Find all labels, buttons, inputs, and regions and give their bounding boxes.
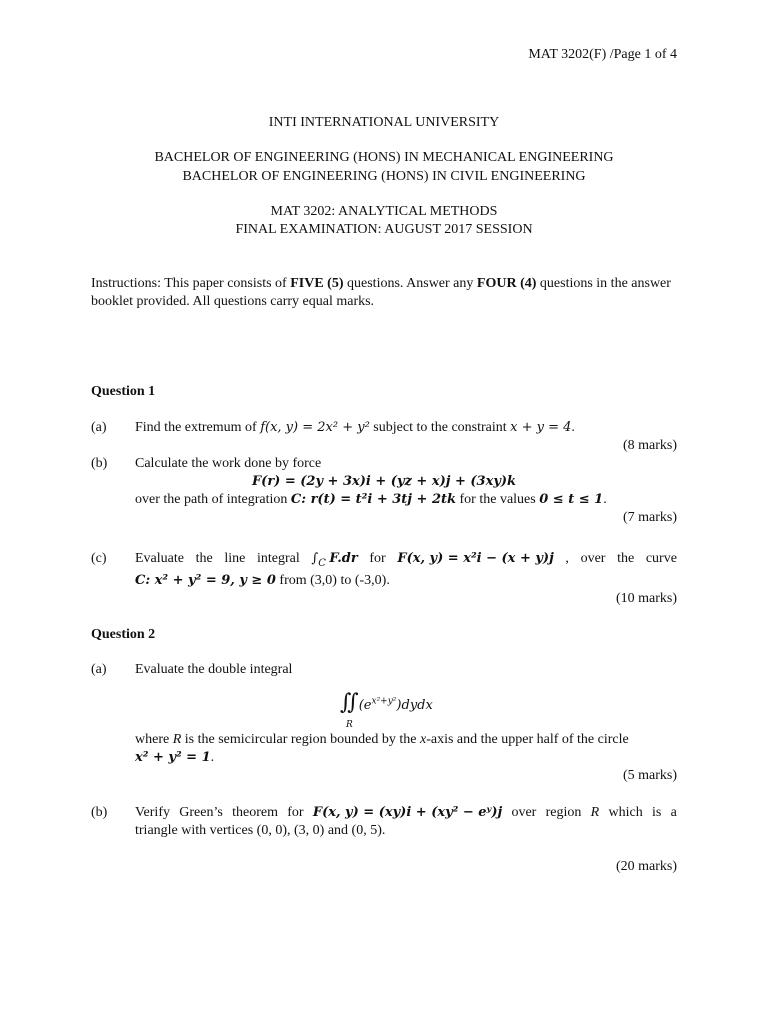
q1c-line-integral	[311, 551, 357, 569]
q2b-line2: triangle with vertices (0, 0), (3, 0) and (0, 5).	[135, 823, 386, 838]
q2a-region-r: R	[172, 732, 182, 747]
instructions-four: FOUR (4)	[476, 276, 537, 291]
q1a-marks: (8 marks)	[622, 438, 677, 453]
q1c-fdr: F.dr	[329, 551, 358, 566]
q2b-word: for	[287, 805, 304, 820]
q1a-constraint: x + y = 4	[510, 420, 572, 435]
q2a-where-line	[135, 732, 629, 748]
q2a-text-2: is the semicircular region bounded by the	[181, 732, 420, 747]
page-reference: MAT 3202(F) /Page 1 of 4	[528, 47, 677, 62]
q2b-field: F(x, y) = (xy)i + (xy² − eʸ)j	[312, 805, 503, 820]
question-1-title: Question 1	[91, 384, 156, 399]
q2a-label: (a)	[91, 662, 107, 677]
programme-mechanical: BACHELOR OF ENGINEERING (HONS) IN MECHANICAL ENGINEERING	[154, 150, 614, 165]
instructions	[91, 275, 681, 311]
q2a-marks: (5 marks)	[622, 768, 677, 783]
q1a-text-3: .	[571, 420, 575, 435]
integrand-exponent: x²+y²	[371, 696, 397, 707]
q2a-text-line1: Evaluate the double integral	[135, 662, 293, 677]
q1b-text-line1: Calculate the work done by force	[135, 456, 322, 471]
q2b-word: a	[670, 805, 677, 820]
q1a-text-1: Find the extremum of	[135, 420, 261, 435]
integrand-open: (e	[358, 698, 372, 713]
q2b-region-r: R	[590, 805, 600, 820]
programme-civil: BACHELOR OF ENGINEERING (HONS) IN CIVIL ENGINEERING	[182, 169, 586, 184]
q2a-circle-end: .	[210, 750, 215, 765]
q1b-force	[0, 474, 768, 490]
q1b-text-2: over the path of integration	[135, 492, 291, 507]
q2b-word: theorem	[232, 805, 278, 820]
q1b-path-line	[135, 492, 607, 508]
q2b-label: (b)	[91, 805, 108, 820]
q1c-line1	[135, 551, 677, 569]
q1c-curve: C: x² + y² = 9, y ≥ 0	[135, 573, 276, 588]
q1c-word: Evaluate	[135, 551, 184, 566]
university-name: INTI INTERNATIONAL UNIVERSITY	[268, 115, 500, 130]
q1b-text-3: for the values	[456, 492, 540, 507]
q1c-word: ,	[565, 551, 569, 566]
q1c-word: for	[369, 551, 386, 566]
q1b-text-4: .	[603, 492, 607, 507]
q1b-range: 0 ≤ t ≤ 1	[539, 492, 604, 507]
q1a-function: f(x, y) = 2x² + y²	[260, 420, 370, 435]
q1b-path: C: r(t) = t²i + 3tj + 2tk	[290, 492, 457, 507]
q1c-field: F(x, y) = x²i − (x + y)j	[397, 551, 554, 566]
integrand-close: )dydx	[396, 698, 433, 713]
q1b-label: (b)	[91, 456, 108, 471]
exam-session: FINAL EXAMINATION: AUGUST 2017 SESSION	[235, 222, 533, 237]
q1a-text	[135, 420, 575, 436]
q1c-line2	[135, 573, 390, 589]
q1b-marks: (7 marks)	[622, 510, 677, 525]
course-title: MAT 3202: ANALYTICAL METHODS	[270, 204, 498, 219]
double-integral-symbol: ∬	[340, 690, 359, 715]
q2a-x-axis: x	[419, 732, 427, 747]
q1c-word: over	[580, 551, 606, 566]
q2b-marks: (20 marks)	[615, 859, 677, 874]
q2b-word: is	[652, 805, 662, 820]
instructions-five: FIVE (5)	[290, 276, 344, 291]
q2b-line1	[135, 805, 677, 821]
q2b-word: which	[608, 805, 643, 820]
q1a-text-2: subject to the constraint	[369, 420, 511, 435]
q2b-word: over	[511, 805, 537, 820]
question-2-title: Question 2	[91, 627, 156, 642]
q1c-word: curve	[645, 551, 677, 566]
q1c-word: line	[224, 551, 246, 566]
double-integral-region: R	[346, 720, 353, 730]
q2a-circle-line	[135, 750, 214, 766]
q2b-word: region	[545, 805, 582, 820]
instructions-text-1: Instructions: This paper consists of	[91, 276, 291, 291]
q2b-word: Green’s	[179, 805, 223, 820]
q1a-label: (a)	[91, 420, 107, 435]
q2a-double-integral	[340, 690, 433, 715]
integral-subscript: C	[318, 557, 326, 569]
instructions-text-2: questions. Answer any	[343, 276, 477, 291]
q1c-marks: (10 marks)	[615, 591, 677, 606]
q2b-word: Verify	[135, 805, 170, 820]
q1c-word: the	[617, 551, 635, 566]
integral-symbol: ∫	[311, 551, 319, 566]
q2a-text-1: where	[135, 732, 173, 747]
q2a-circle: x² + y² = 1	[135, 750, 211, 765]
q2a-text-3: -axis and the upper half of the circle	[426, 732, 629, 747]
q1c-word: the	[195, 551, 213, 566]
q1c-from: from (3,0) to (-3,0).	[275, 573, 390, 588]
q1c-word: integral	[257, 551, 300, 566]
q1b-force-equation: F(r) = (2y + 3x)i + (yz + x)j + (3xy)k	[251, 474, 517, 489]
instructions-text-3: questions in the answer booklet provided. All questions carry equal marks.	[91, 276, 671, 309]
q1c-label: (c)	[91, 551, 107, 566]
